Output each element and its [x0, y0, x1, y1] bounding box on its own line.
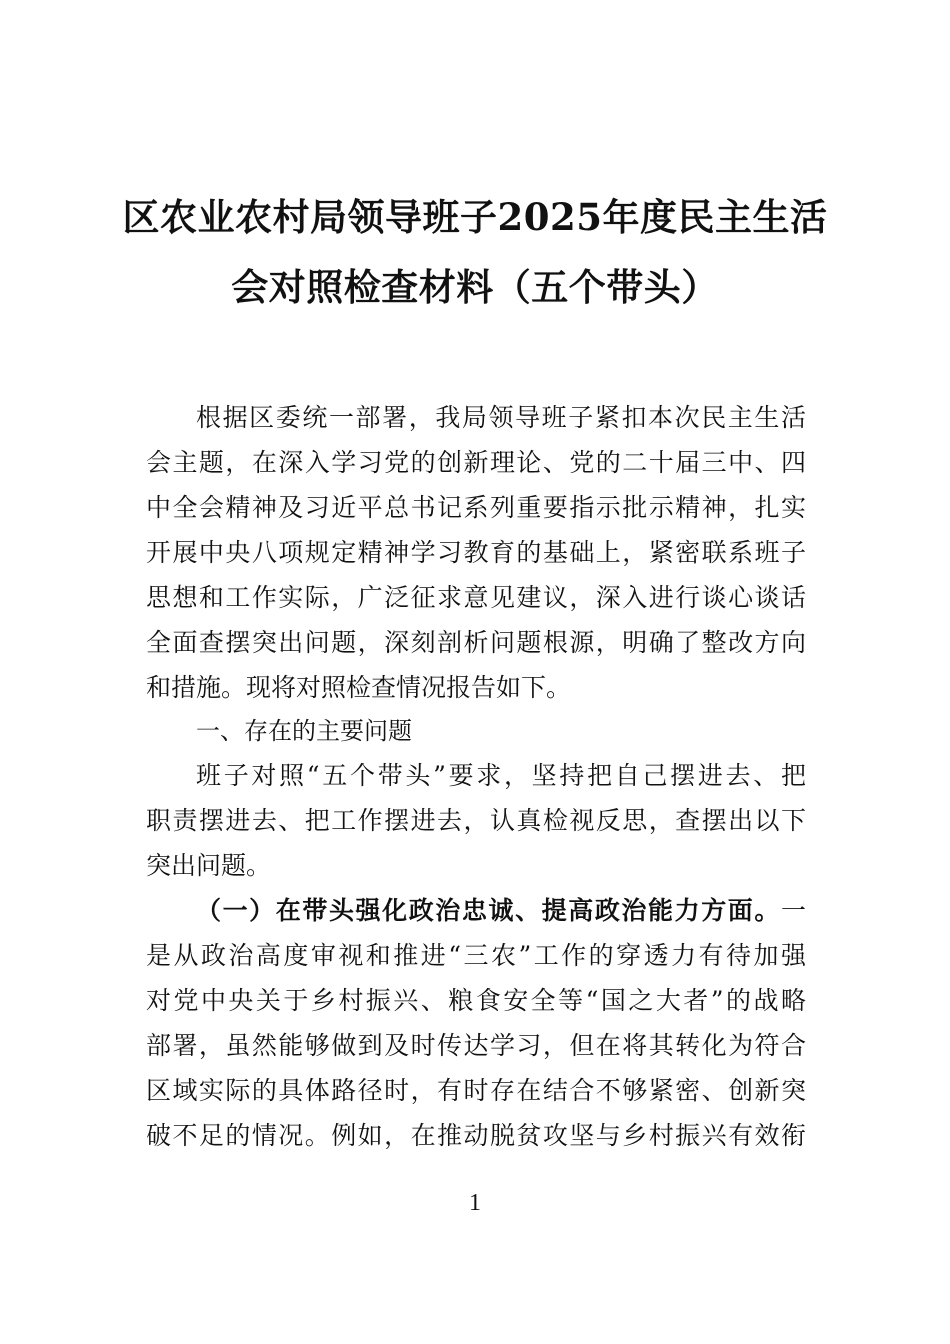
intro-line-6: 全面查摆突出问题，深刻剖析问题根源，明确了整改方向: [146, 628, 806, 657]
document-title-line-2: 会对照检查材料（五个带头）: [231, 265, 719, 309]
sub-1-first-line: [146, 896, 806, 926]
section-1-line-3: 突出问题。: [146, 851, 272, 880]
intro-line-2: 会主题，在深入学习党的创新理论、党的二十届三中、四: [146, 448, 806, 477]
sub-1-line-5: 区域实际的具体路径时，有时存在结合不够紧密、创新突: [146, 1076, 806, 1105]
intro-line-7: 和措施。现将对照检查情况报告如下。: [146, 673, 572, 702]
section-1-line-2: 职责摆进去、把工作摆进去，认真检视反思，查摆出以下: [146, 806, 806, 835]
sub-1-line-2: 是从政治高度审视和推进“三农”工作的穿透力有待加强: [146, 941, 806, 970]
page-number: 1: [469, 1190, 481, 1216]
sub-1-line-4: 部署，虽然能够做到及时传达学习，但在将其转化为符合: [146, 1031, 806, 1060]
intro-line-4: 开展中央八项规定精神学习教育的基础上，紧密联系班子: [146, 538, 806, 567]
document-title-line-1: 区农业农村局领导班子2025年度民主生活: [122, 195, 828, 239]
intro-line-3: 中全会精神及习近平总书记系列重要指示批示精神，扎实: [146, 493, 806, 522]
section-1-heading: 一、存在的主要问题: [196, 717, 412, 745]
sub-1-line-3: 对党中央关于乡村振兴、粮食安全等“国之大者”的战略: [146, 986, 806, 1015]
sub-1-first-tail: 一: [780, 896, 806, 925]
sub-1-line-6: 破不足的情况。例如，在推动脱贫攻坚与乡村振兴有效衔: [146, 1121, 806, 1150]
section-1-line-1: 班子对照“五个带头”要求，坚持把自己摆进去、把: [196, 761, 806, 790]
intro-line-5: 思想和工作实际，广泛征求意见建议，深入进行谈心谈话: [146, 583, 806, 612]
intro-line-1: 根据区委统一部署，我局领导班子紧扣本次民主生活: [196, 403, 806, 432]
sub-1-heading: （一）在带头强化政治忠诚、提高政治能力方面。: [196, 896, 781, 925]
